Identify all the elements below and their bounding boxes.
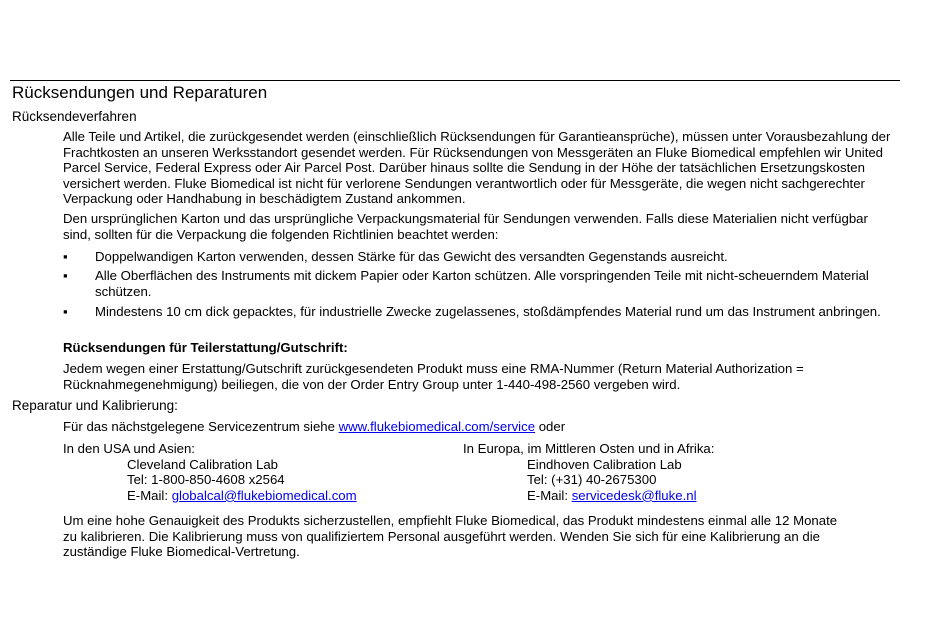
usa-region: In den USA und Asien: bbox=[63, 441, 195, 456]
list-item-text: Mindestens 10 cm dick gepacktes, für industrielle Zwecke zugelassenes, stoßdämpfendes Material rund um das Instrument anbringen. bbox=[95, 304, 881, 319]
list-item-text: Alle Oberflächen des Instruments mit dickem Papier oder Karton schützen. Alle vorspringenden Teile mit nicht-scheuerndem Material schützen. bbox=[95, 268, 869, 299]
credit-heading: Rücksendungen für Teilerstattung/Gutschrift: bbox=[63, 340, 348, 355]
service-center-line bbox=[63, 419, 893, 435]
calibration-paragraph: Um eine hohe Genauigkeit des Produkts sicherzustellen, empfiehlt Fluke Biomedical, das Produkt mindestens einmal alle 12 Monate zu kalibrieren. Die Kalibrierung muss von qualifiziertem Personal ausgeführt werden. Wenden Sie sich für eine Kalibrierung an die zuständige Fluke Biomedical-Vertretung. bbox=[63, 513, 838, 560]
europe-tel: Tel: (+31) 40-2675300 bbox=[527, 472, 657, 488]
return-paragraph-1: Alle Teile und Artikel, die zurückgesendet werden (einschließlich Rücksendungen für Garantieansprüche), müssen unter Vorausbezahlung der Frachtkosten an unseren Werksstandort gesendet werden. Für Rücksendungen von Messgeräten an Fluke Biomedical empfehlen wir United Parcel Service, Federal Express oder Air Parcel Post. Darüber hinaus sollte die Sendung in der Höhe der tatsächlichen Ersetzungskosten versichert werden. Fluke Biomedical ist nicht für verlorene Sendungen verantwortlich oder für Messgeräte, die wegen nicht sachgerechter Verpackung oder Handhabung in beschädigtem Zustand ankommen. bbox=[63, 129, 891, 207]
bullet-icon: ▪ bbox=[63, 304, 68, 319]
usa-email-line bbox=[63, 488, 453, 504]
page-title: Rücksendungen und Reparaturen bbox=[12, 83, 268, 102]
return-procedure-heading: Rücksendeverfahren bbox=[12, 109, 137, 124]
bullet-icon: ▪ bbox=[63, 249, 68, 264]
europe-contact bbox=[463, 441, 893, 503]
europe-email-line bbox=[463, 488, 893, 504]
usa-contact bbox=[63, 441, 453, 503]
bullet-icon: ▪ bbox=[63, 268, 68, 283]
section-divider bbox=[10, 80, 900, 81]
service-intro-suffix: oder bbox=[535, 419, 566, 434]
europe-lab: Eindhoven Calibration Lab bbox=[527, 456, 682, 472]
usa-email-label: E-Mail: bbox=[127, 487, 172, 503]
service-intro-prefix: Für das nächstgelegene Servicezentrum siehe bbox=[63, 419, 339, 434]
return-paragraph-2: Den ursprünglichen Karton und das ursprüngliche Verpackungsmaterial für Sendungen verwenden. Falls diese Materialien nicht verfügbar sind, sollten für die Verpackung die folgenden Richtlinien beachtet werden: bbox=[63, 211, 868, 242]
usa-lab: Cleveland Calibration Lab bbox=[127, 456, 279, 472]
usa-tel: Tel: 1-800-850-4608 x2564 bbox=[127, 472, 285, 488]
europe-email-link[interactable]: servicedesk@fluke.nl bbox=[571, 487, 697, 503]
service-link[interactable]: www.flukebiomedical.com/service bbox=[338, 419, 536, 434]
usa-email-link[interactable]: globalcal@flukebiomedical.com bbox=[171, 487, 357, 503]
list-item-text: Doppelwandigen Karton verwenden, dessen Stärke für das Gewicht des versandten Gegenstands ausreicht. bbox=[95, 249, 728, 264]
repair-heading: Reparatur und Kalibrierung: bbox=[12, 398, 178, 413]
europe-email-label: E-Mail: bbox=[527, 487, 572, 503]
europe-region: In Europa, im Mittleren Osten und in Afrika: bbox=[463, 441, 715, 456]
credit-text: Jedem wegen einer Erstattung/Gutschrift zurückgesendeten Produkt muss eine RMA-Nummer (Return Material Authorization = Rücknahmegenehmigung) beiliegen, die von der Order Entry Group unter 1-440-498-2560 vergeben wird. bbox=[63, 361, 804, 392]
